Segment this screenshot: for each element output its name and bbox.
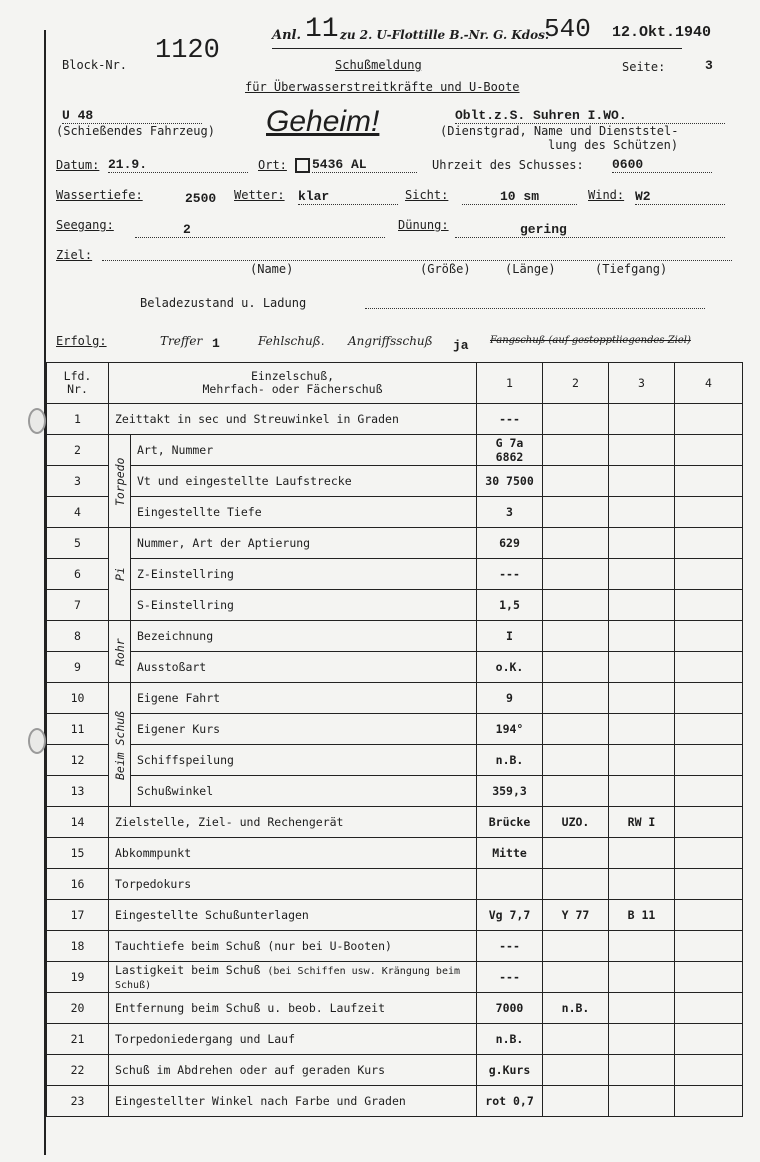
treffer-label: Treffer bbox=[160, 334, 203, 348]
row-nr: 16 bbox=[47, 869, 109, 900]
row-desc: Schiffspeilung bbox=[131, 745, 477, 776]
fangschuss-label: Fangschuß (auf gestopptliegendes Ziel) bbox=[490, 335, 691, 346]
table-row bbox=[47, 435, 743, 466]
angriffsschuss-label: Angriffsschuß bbox=[348, 334, 433, 348]
row-nr: 22 bbox=[47, 1055, 109, 1086]
wind-value: W2 bbox=[635, 189, 725, 205]
punch-hole-bottom bbox=[28, 728, 46, 754]
kdos-text: zu 2. U-Flottille B.-Nr. G. Kdos. bbox=[340, 28, 550, 42]
row-val-2: n.B. bbox=[543, 993, 609, 1024]
angriffsschuss-value: ja bbox=[453, 338, 469, 353]
row-val-1: 1,5 bbox=[477, 590, 543, 621]
row-val-3: B 11 bbox=[609, 900, 675, 931]
row-val-1: Brücke bbox=[477, 807, 543, 838]
wassertiefe-value: 2500 bbox=[185, 191, 217, 206]
row-desc bbox=[109, 962, 477, 993]
table-row bbox=[47, 497, 743, 528]
table-row bbox=[47, 838, 743, 869]
row-val-1: Vg 7,7 bbox=[477, 900, 543, 931]
beladezustand-line bbox=[365, 296, 705, 309]
row-nr: 11 bbox=[47, 714, 109, 745]
ziel-caption-laenge: (Länge) bbox=[505, 262, 556, 276]
erfolg-label: Erfolg: bbox=[56, 334, 107, 348]
table-row bbox=[47, 962, 743, 993]
table-row bbox=[47, 683, 743, 714]
table-row bbox=[47, 993, 743, 1024]
table-row bbox=[47, 621, 743, 652]
row-desc: Schußwinkel bbox=[131, 776, 477, 807]
row-nr: 2 bbox=[47, 435, 109, 466]
row-val-1: rot 0,7 bbox=[477, 1086, 543, 1117]
page-label: Seite: bbox=[622, 60, 666, 74]
row-desc: Z-Einstellring bbox=[131, 559, 477, 590]
page-value: 3 bbox=[705, 58, 713, 73]
person-value: Oblt.z.S. Suhren I.WO. bbox=[455, 108, 725, 124]
uhrzeit-value: 0600 bbox=[612, 157, 712, 173]
row-desc: Eigener Kurs bbox=[131, 714, 477, 745]
header-desc bbox=[109, 363, 477, 404]
ort-value: 5436 AL bbox=[312, 157, 417, 173]
row-desc: Bezeichnung bbox=[131, 621, 477, 652]
kdos-number: 11 bbox=[305, 14, 339, 45]
row-nr: 23 bbox=[47, 1086, 109, 1117]
row-nr: 3 bbox=[47, 466, 109, 497]
row-nr: 5 bbox=[47, 528, 109, 559]
ziel-line bbox=[102, 248, 732, 261]
row-val-2: UZO. bbox=[543, 807, 609, 838]
row-desc: Torpedokurs bbox=[109, 869, 477, 900]
row-desc: S-Einstellring bbox=[131, 590, 477, 621]
table-row bbox=[47, 404, 743, 435]
row-val-1: G 7a 6862 bbox=[477, 435, 543, 466]
seegang-value: 2 bbox=[135, 222, 385, 238]
row-desc: Vt und eingestellte Laufstrecke bbox=[131, 466, 477, 497]
header-nr: Lfd. Nr. bbox=[47, 363, 109, 404]
uhrzeit-label: Uhrzeit des Schusses: bbox=[432, 158, 584, 172]
row-desc: Abkommpunkt bbox=[109, 838, 477, 869]
row-nr: 1 bbox=[47, 404, 109, 435]
row-nr: 13 bbox=[47, 776, 109, 807]
header-col-1: 1 bbox=[477, 363, 543, 404]
header-desc-line-2: Mehrfach- oder Fächerschuß bbox=[202, 382, 383, 396]
table-row bbox=[47, 714, 743, 745]
row-val-1: I bbox=[477, 621, 543, 652]
grid-square-icon bbox=[295, 158, 310, 173]
table-row bbox=[47, 528, 743, 559]
row-nr: 9 bbox=[47, 652, 109, 683]
row-val-1: 194° bbox=[477, 714, 543, 745]
group-rohr: Rohr bbox=[109, 621, 131, 683]
fehlschuss-label: Fehlschuß. bbox=[258, 334, 325, 348]
kdos-prefix: Anl. bbox=[272, 28, 302, 43]
row-val-1: g.Kurs bbox=[477, 1055, 543, 1086]
wetter-label: Wetter: bbox=[234, 188, 285, 202]
table-row bbox=[47, 466, 743, 497]
row-nr: 17 bbox=[47, 900, 109, 931]
beladezustand-label: Beladezustand u. Ladung bbox=[140, 296, 307, 310]
row-nr: 6 bbox=[47, 559, 109, 590]
table-row bbox=[47, 559, 743, 590]
table-row bbox=[47, 900, 743, 931]
row-val-1 bbox=[477, 869, 543, 900]
secret-stamp: Geheim! bbox=[266, 105, 380, 138]
row-nr: 15 bbox=[47, 838, 109, 869]
table-row bbox=[47, 931, 743, 962]
table-row bbox=[47, 652, 743, 683]
datum-value: 21.9. bbox=[108, 157, 248, 173]
row-desc: Eingestellte Tiefe bbox=[131, 497, 477, 528]
form-subtitle: für Überwasserstreitkräfte und U-Boote bbox=[245, 80, 520, 94]
table-row bbox=[47, 776, 743, 807]
wetter-value: klar bbox=[298, 189, 398, 205]
person-caption-2: lung des Schützen) bbox=[548, 138, 679, 152]
row-desc: Zielstelle, Ziel- und Rechengerät bbox=[109, 807, 477, 838]
row-nr: 19 bbox=[47, 962, 109, 993]
wassertiefe-label: Wassertiefe: bbox=[56, 188, 143, 202]
row-nr: 21 bbox=[47, 1024, 109, 1055]
row-val-3: RW I bbox=[609, 807, 675, 838]
row-desc: Schuß im Abdrehen oder auf geraden Kurs bbox=[109, 1055, 477, 1086]
punch-hole-top bbox=[28, 408, 46, 434]
row-val-1: 3 bbox=[477, 497, 543, 528]
row-nr: 8 bbox=[47, 621, 109, 652]
sicht-value: 10 sm bbox=[462, 189, 577, 205]
table-row bbox=[47, 869, 743, 900]
ziel-caption-tiefgang: (Tiefgang) bbox=[595, 262, 668, 276]
person-caption-1: (Dienstgrad, Name und Dienststel- bbox=[440, 124, 679, 138]
group-beim-schuss: Beim Schuß bbox=[109, 683, 131, 807]
row-desc: Nummer, Art der Aptierung bbox=[131, 528, 477, 559]
row-desc: Eingestellter Winkel nach Farbe und Graden bbox=[109, 1086, 477, 1117]
duenung-label: Dünung: bbox=[398, 218, 449, 232]
ort-label: Ort: bbox=[258, 158, 287, 172]
table-row bbox=[47, 1086, 743, 1117]
row-nr: 14 bbox=[47, 807, 109, 838]
table-row bbox=[47, 590, 743, 621]
row-val-1: --- bbox=[477, 559, 543, 590]
row-nr: 18 bbox=[47, 931, 109, 962]
group-pi: Pi bbox=[109, 528, 131, 621]
row-desc: Ausstoßart bbox=[131, 652, 477, 683]
row-nr: 12 bbox=[47, 745, 109, 776]
table-row bbox=[47, 1055, 743, 1086]
ziel-caption-groesse: (Größe) bbox=[420, 262, 471, 276]
row-desc: Tauchtiefe beim Schuß (nur bei U-Booten) bbox=[109, 931, 477, 962]
ziel-label: Ziel: bbox=[56, 248, 93, 262]
row-desc: Art, Nummer bbox=[131, 435, 477, 466]
row-val-1: --- bbox=[477, 962, 543, 993]
row-desc: Zeittakt in sec und Streuwinkel in Graden bbox=[109, 404, 477, 435]
row-val-1: 359,3 bbox=[477, 776, 543, 807]
row-val-1: 7000 bbox=[477, 993, 543, 1024]
row-nr: 7 bbox=[47, 590, 109, 621]
vessel-value: U 48 bbox=[62, 108, 202, 124]
row-desc-note: (bei Schiffen usw. Krängung beim Schuß) bbox=[115, 966, 460, 991]
row-val-1: --- bbox=[477, 931, 543, 962]
table-header-row bbox=[47, 363, 743, 404]
date-stamp: 12.Okt.1940 bbox=[612, 24, 712, 41]
row-nr: 20 bbox=[47, 993, 109, 1024]
row-val-2: Y 77 bbox=[543, 900, 609, 931]
row-desc: Torpedoniedergang und Lauf bbox=[109, 1024, 477, 1055]
row-val-1: 9 bbox=[477, 683, 543, 714]
row-nr: 4 bbox=[47, 497, 109, 528]
block-number: 1120 bbox=[155, 36, 220, 66]
shot-table bbox=[46, 362, 743, 1117]
header-rule bbox=[272, 48, 682, 49]
row-val-1: n.B. bbox=[477, 1024, 543, 1055]
datum-label: Datum: bbox=[56, 158, 100, 172]
row-desc: Eigene Fahrt bbox=[131, 683, 477, 714]
header-col-3: 3 bbox=[609, 363, 675, 404]
seegang-label: Seegang: bbox=[56, 218, 114, 232]
table-row bbox=[47, 745, 743, 776]
row-val-1: 629 bbox=[477, 528, 543, 559]
row-desc: Entfernung beim Schuß u. beob. Laufzeit bbox=[109, 993, 477, 1024]
table-row bbox=[47, 807, 743, 838]
treffer-value: 1 bbox=[212, 336, 220, 351]
table-row bbox=[47, 1024, 743, 1055]
ziel-caption-name: (Name) bbox=[250, 262, 294, 276]
row-val-1: n.B. bbox=[477, 745, 543, 776]
row-desc-main: Lastigkeit beim Schuß bbox=[115, 963, 261, 977]
duenung-value: gering bbox=[455, 222, 725, 238]
group-torpedo: Torpedo bbox=[109, 435, 131, 528]
row-desc: Eingestellte Schußunterlagen bbox=[109, 900, 477, 931]
row-nr: 10 bbox=[47, 683, 109, 714]
row-val-1: Mitte bbox=[477, 838, 543, 869]
row-val-1: o.K. bbox=[477, 652, 543, 683]
form-title: Schußmeldung bbox=[335, 58, 422, 72]
wind-label: Wind: bbox=[588, 188, 625, 202]
row-val-1: 30 7500 bbox=[477, 466, 543, 497]
sicht-label: Sicht: bbox=[405, 188, 449, 202]
block-label: Block-Nr. bbox=[62, 58, 128, 72]
header-desc-line-1: Einzelschuß, bbox=[250, 369, 335, 383]
header-col-4: 4 bbox=[675, 363, 743, 404]
row-val-1: --- bbox=[477, 404, 543, 435]
header-col-2: 2 bbox=[543, 363, 609, 404]
vessel-caption: (Schießendes Fahrzeug) bbox=[56, 124, 215, 138]
kdos-no: 540 bbox=[544, 14, 591, 44]
